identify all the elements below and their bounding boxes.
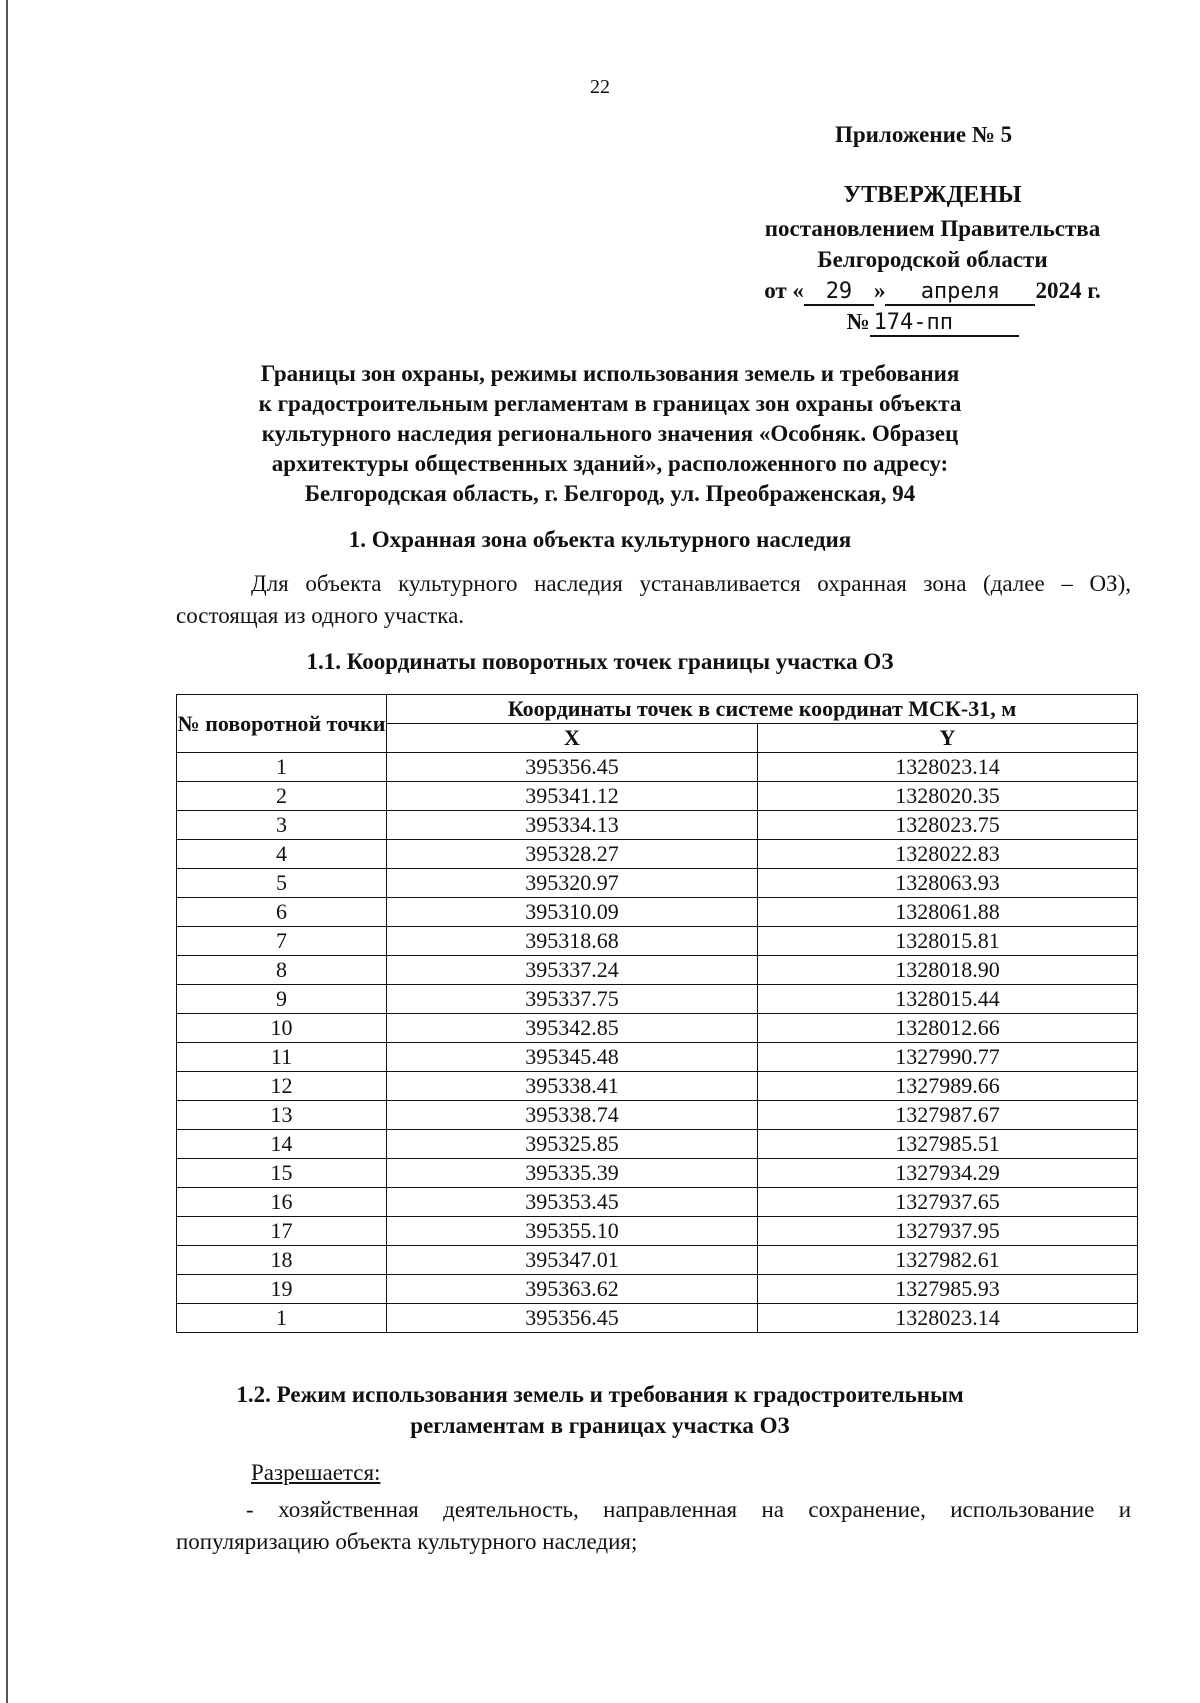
table-row xyxy=(177,1304,1138,1333)
cell-x: 395363.62 xyxy=(387,1275,758,1304)
title-line: культурного наследия регионального значения «Особняк. Образец xyxy=(261,421,959,446)
cell-point-number: 12 xyxy=(177,1072,387,1101)
number-prefix: № xyxy=(846,309,870,334)
cell-y: 1328018.90 xyxy=(758,956,1138,985)
cell-y: 1328023.14 xyxy=(758,753,1138,782)
approval-date xyxy=(735,275,1130,306)
cell-point-number: 4 xyxy=(177,840,387,869)
cell-x: 395337.75 xyxy=(387,985,758,1014)
cell-x: 395334.13 xyxy=(387,811,758,840)
header-coordinates: Координаты точек в системе координат МСК-31, м xyxy=(387,695,1138,724)
cell-y: 1328023.14 xyxy=(758,1304,1138,1333)
cell-point-number: 13 xyxy=(177,1101,387,1130)
cell-x: 395355.10 xyxy=(387,1217,758,1246)
cell-x: 395356.45 xyxy=(387,1304,758,1333)
cell-y: 1328015.44 xyxy=(758,985,1138,1014)
cell-y: 1327985.93 xyxy=(758,1275,1138,1304)
table-row xyxy=(177,1246,1138,1275)
cell-y: 1328012.66 xyxy=(758,1014,1138,1043)
cell-y: 1327985.51 xyxy=(758,1130,1138,1159)
cell-y: 1328022.83 xyxy=(758,840,1138,869)
cell-point-number: 1 xyxy=(177,753,387,782)
cell-x: 395325.85 xyxy=(387,1130,758,1159)
cell-x: 395342.85 xyxy=(387,1014,758,1043)
table-row xyxy=(177,1188,1138,1217)
approval-heading: УТВЕРЖДЕНЫ xyxy=(843,182,1022,208)
cell-point-number: 19 xyxy=(177,1275,387,1304)
cell-x: 395338.41 xyxy=(387,1072,758,1101)
cell-point-number: 11 xyxy=(177,1043,387,1072)
date-prefix: от « xyxy=(764,278,804,303)
header-y: Y xyxy=(758,724,1138,753)
section-1-paragraph: Для объекта культурного наследия устанавливается охранная зона (далее – ОЗ), состоящая из одного участка. xyxy=(176,571,1131,628)
title-line: к градостроительным регламентам в границах зон охраны объекта xyxy=(258,391,962,416)
subsection-heading-line: 1.2. Режим использования земель и требования к градостроительным xyxy=(236,1382,964,1407)
table-row xyxy=(177,1275,1138,1304)
subsection-heading-line: регламентам в границах участка ОЗ xyxy=(410,1413,790,1438)
table-row xyxy=(177,869,1138,898)
table-row xyxy=(177,753,1138,782)
table-row xyxy=(177,956,1138,985)
page-number: 22 xyxy=(590,76,610,98)
cell-point-number: 6 xyxy=(177,898,387,927)
cell-x: 395328.27 xyxy=(387,840,758,869)
cell-point-number: 5 xyxy=(177,869,387,898)
header-point-number: № поворотной точки xyxy=(177,695,387,753)
date-year: 2024 г. xyxy=(1035,278,1101,303)
cell-x: 395335.39 xyxy=(387,1159,758,1188)
title-line: Белгородская область, г. Белгород, ул. Преображенская, 94 xyxy=(304,481,916,506)
table-row xyxy=(177,1130,1138,1159)
cell-point-number: 17 xyxy=(177,1217,387,1246)
cell-point-number: 8 xyxy=(177,956,387,985)
cell-x: 395353.45 xyxy=(387,1188,758,1217)
cell-y: 1327937.65 xyxy=(758,1188,1138,1217)
table-row xyxy=(177,782,1138,811)
cell-point-number: 14 xyxy=(177,1130,387,1159)
cell-point-number: 3 xyxy=(177,811,387,840)
date-mid: » xyxy=(873,278,886,303)
cell-x: 395310.09 xyxy=(387,898,758,927)
approval-line-2: Белгородской области xyxy=(817,247,1048,272)
table-row xyxy=(177,1217,1138,1246)
subsection-1-1-heading: 1.1. Координаты поворотных точек границы участка ОЗ xyxy=(306,649,894,674)
section-1-heading: 1. Охранная зона объекта культурного наследия xyxy=(348,527,852,552)
table-row xyxy=(177,1014,1138,1043)
table-row xyxy=(177,1043,1138,1072)
cell-x: 395356.45 xyxy=(387,753,758,782)
cell-point-number: 2 xyxy=(177,782,387,811)
cell-x: 395320.97 xyxy=(387,869,758,898)
cell-y: 1327987.67 xyxy=(758,1101,1138,1130)
approval-line-1: постановлением Правительства xyxy=(764,216,1101,241)
cell-y: 1327989.66 xyxy=(758,1072,1138,1101)
subsection-1-2-heading xyxy=(0,1379,1200,1441)
cell-y: 1327934.29 xyxy=(758,1159,1138,1188)
cell-point-number: 15 xyxy=(177,1159,387,1188)
cell-x: 395337.24 xyxy=(387,956,758,985)
header-x: X xyxy=(387,724,758,753)
table-header-row xyxy=(177,695,1138,724)
document-title xyxy=(160,359,1060,509)
cell-point-number: 18 xyxy=(177,1246,387,1275)
table-row xyxy=(177,1101,1138,1130)
cell-y: 1328020.35 xyxy=(758,782,1138,811)
scan-edge-line xyxy=(6,0,8,1703)
table-row xyxy=(177,898,1138,927)
appendix-label: Приложение № 5 xyxy=(835,122,1013,147)
table-row xyxy=(177,985,1138,1014)
cell-x: 395318.68 xyxy=(387,927,758,956)
date-day-field: 29 xyxy=(804,280,874,306)
cell-y: 1328015.81 xyxy=(758,927,1138,956)
table-row xyxy=(177,927,1138,956)
date-month-field: апреля xyxy=(885,280,1035,306)
cell-x: 395347.01 xyxy=(387,1246,758,1275)
cell-point-number: 16 xyxy=(177,1188,387,1217)
cell-y: 1328063.93 xyxy=(758,869,1138,898)
cell-point-number: 1 xyxy=(177,1304,387,1333)
cell-point-number: 9 xyxy=(177,985,387,1014)
allowed-label: Разрешается: xyxy=(251,1460,381,1485)
cell-x: 395338.74 xyxy=(387,1101,758,1130)
cell-x: 395341.12 xyxy=(387,782,758,811)
table-body xyxy=(177,753,1138,1333)
approval-number xyxy=(735,306,1130,337)
coordinates-table xyxy=(176,694,1138,1333)
allowed-item: - хозяйственная деятельность, направленная на сохранение, использование и популяризацию объекта культурного наследия; xyxy=(176,1497,1131,1554)
title-line: архитектуры общественных зданий», расположенного по адресу: xyxy=(271,451,949,476)
cell-y: 1327982.61 xyxy=(758,1246,1138,1275)
title-line: Границы зон охраны, режимы использования земель и требования xyxy=(260,361,960,386)
approval-block xyxy=(735,180,1130,337)
cell-y: 1327937.95 xyxy=(758,1217,1138,1246)
table-row xyxy=(177,1159,1138,1188)
number-field: 174-пп xyxy=(870,311,1019,337)
table-row xyxy=(177,840,1138,869)
cell-y: 1328023.75 xyxy=(758,811,1138,840)
cell-point-number: 7 xyxy=(177,927,387,956)
table-row xyxy=(177,1072,1138,1101)
cell-y: 1328061.88 xyxy=(758,898,1138,927)
cell-point-number: 10 xyxy=(177,1014,387,1043)
table-row xyxy=(177,811,1138,840)
cell-x: 395345.48 xyxy=(387,1043,758,1072)
cell-y: 1327990.77 xyxy=(758,1043,1138,1072)
